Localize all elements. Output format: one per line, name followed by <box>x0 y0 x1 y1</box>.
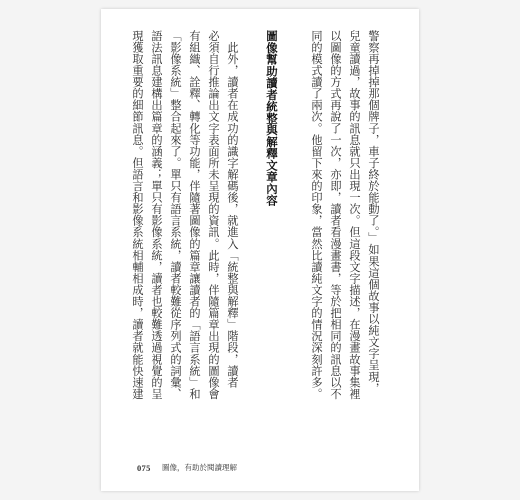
text-column: 「影像系統」整合起來了。單只有語言系統，讀者較難從序列式的詞彙、 <box>169 30 182 400</box>
page-number: 075 <box>137 463 151 473</box>
text-column: 警察再掉掉那個牌子，車子終於能動了。」如果這個故事以純文字呈現， <box>367 30 380 394</box>
section-heading: 圖像幫助讀者統整與解釋文章內容 <box>265 30 279 207</box>
running-title: 圖像，有助於閱讀理解 <box>162 463 237 472</box>
book-page <box>101 9 419 491</box>
text-column: 此外，讀者在成功的識字解碼後，就進入「統整與解釋」階段，讀者 <box>226 30 239 389</box>
text-column: 必須自行推論出文字表面所未呈現的資訊。此時，伴隨篇章出現的圖像會 <box>207 30 220 400</box>
text-column: 以圖像的方式再說了一次，亦即，讀者看漫畫書，等於把相同的訊息以不 <box>329 30 342 400</box>
text-column: 現獲取重要的細節訊息。但語言和影像系統相輔相成時，讀者就能快速建 <box>131 30 144 400</box>
text-column: 同的模式讀了兩次。他留下來的印象，當然比讀純文字的情況深刻許多。 <box>310 30 323 400</box>
text-column: 兒童讀過，故事的訊息就只出現一次。但這段文字描述，在漫畫故事集裡 <box>348 30 361 400</box>
text-column: 語法訊息建構出篇章的涵義；單只有影像系統，讀者也較難透過視覺的呈 <box>150 30 163 400</box>
text-column: 有組織、詮釋、轉化等功能，伴隨著圖像的篇章讓讀者的「語言系統」和 <box>188 30 201 400</box>
